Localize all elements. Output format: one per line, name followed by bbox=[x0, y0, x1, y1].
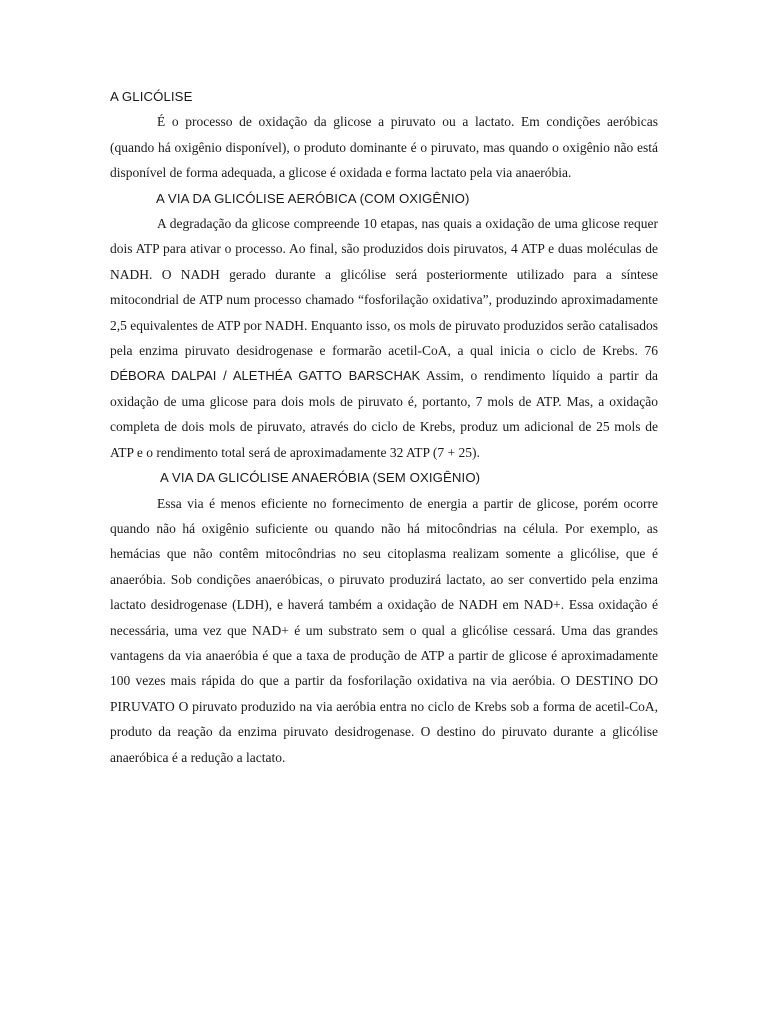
section-heading-anaerobic: A VIA DA GLICÓLISE ANAERÓBIA (SEM OXIGÊNIO) bbox=[160, 470, 481, 486]
document-body bbox=[110, 84, 658, 770]
document-title: A GLICÓLISE bbox=[110, 89, 193, 104]
author-line: DÉBORA DALPAI / ALETHÉA GATTO BARSCHAK bbox=[110, 368, 421, 384]
aerobic-paragraph bbox=[110, 211, 658, 465]
intro-paragraph: É o processo de oxidação da glicose a piruvato ou a lactato. Em condições aeróbicas (quando há oxigênio disponível), o produto dominante é o piruvato, mas quando o oxigênio não está disponível de forma adequada, a glicose é oxidada e forma lactato pela via anaeróbia. bbox=[110, 114, 658, 181]
aerobic-text-part2: Assim, o rendimento líquido a partir da oxidação de uma glicose para dois mols de piruvato é, portanto, 7 mols de ATP. Mas, a oxidação completa de dois mols de piruvato, através do ciclo de Krebs, produz um adicional de 25 mols de ATP e o rendimento total será de aproximadamente 32 ATP (7 + 25). bbox=[110, 368, 658, 460]
aerobic-text-part1: A degradação da glicose compreende 10 etapas, nas quais a oxidação de uma glicose requer dois ATP para ativar o processo. Ao final, são produzidos dois piruvatos, 4 ATP e duas moléculas de NADH. O NADH gerado durante a glicólise será posteriormente utilizado para a síntese mitocondrial de ATP num processo chamado “fosforilação oxidativa”, produzindo aproximadamente 2,5 equivalentes de ATP por NADH. Enquanto isso, os mols de piruvato produzidos serão catalisados pela enzima piruvato desidrogenase e formarão acetil-CoA, a qual inicia o ciclo de Krebs. 76 bbox=[110, 216, 658, 359]
anaerobic-paragraph: Essa via é menos eficiente no fornecimento de energia a partir de glicose, porém ocorre quando não há oxigênio suficiente ou quando não há mitocôndrias na célula. Por exemplo, as hemácias que não contêm mitocôndrias no seu citoplasma realizam somente a glicólise, que é anaeróbia. Sob condições anaeróbicas, o piruvato produzirá lactato, ao ser convertido pela enzima lactato desidrogenase (LDH), e haverá também a oxidação de NADH em NAD+. Essa oxidação é necessária, uma vez que NAD+ é um substrato sem o qual a glicólise cessará. Uma das grandes vantagens da via anaeróbia é que a taxa de produção de ATP a partir de glicose é aproximadamente 100 vezes mais rápida do que a partir da fosforilação oxidativa na via aeróbia. O DESTINO DO PIRUVATO O piruvato produzido na via aeróbia entra no ciclo de Krebs sob a forma de acetil-CoA, produto da reação da enzima piruvato desidrogenase. O destino do piruvato durante a glicólise anaeróbica é a redução a lactato. bbox=[110, 495, 658, 765]
section-heading-aerobic: A VIA DA GLICÓLISE AERÓBICA (COM OXIGÊNIO) bbox=[156, 190, 470, 206]
